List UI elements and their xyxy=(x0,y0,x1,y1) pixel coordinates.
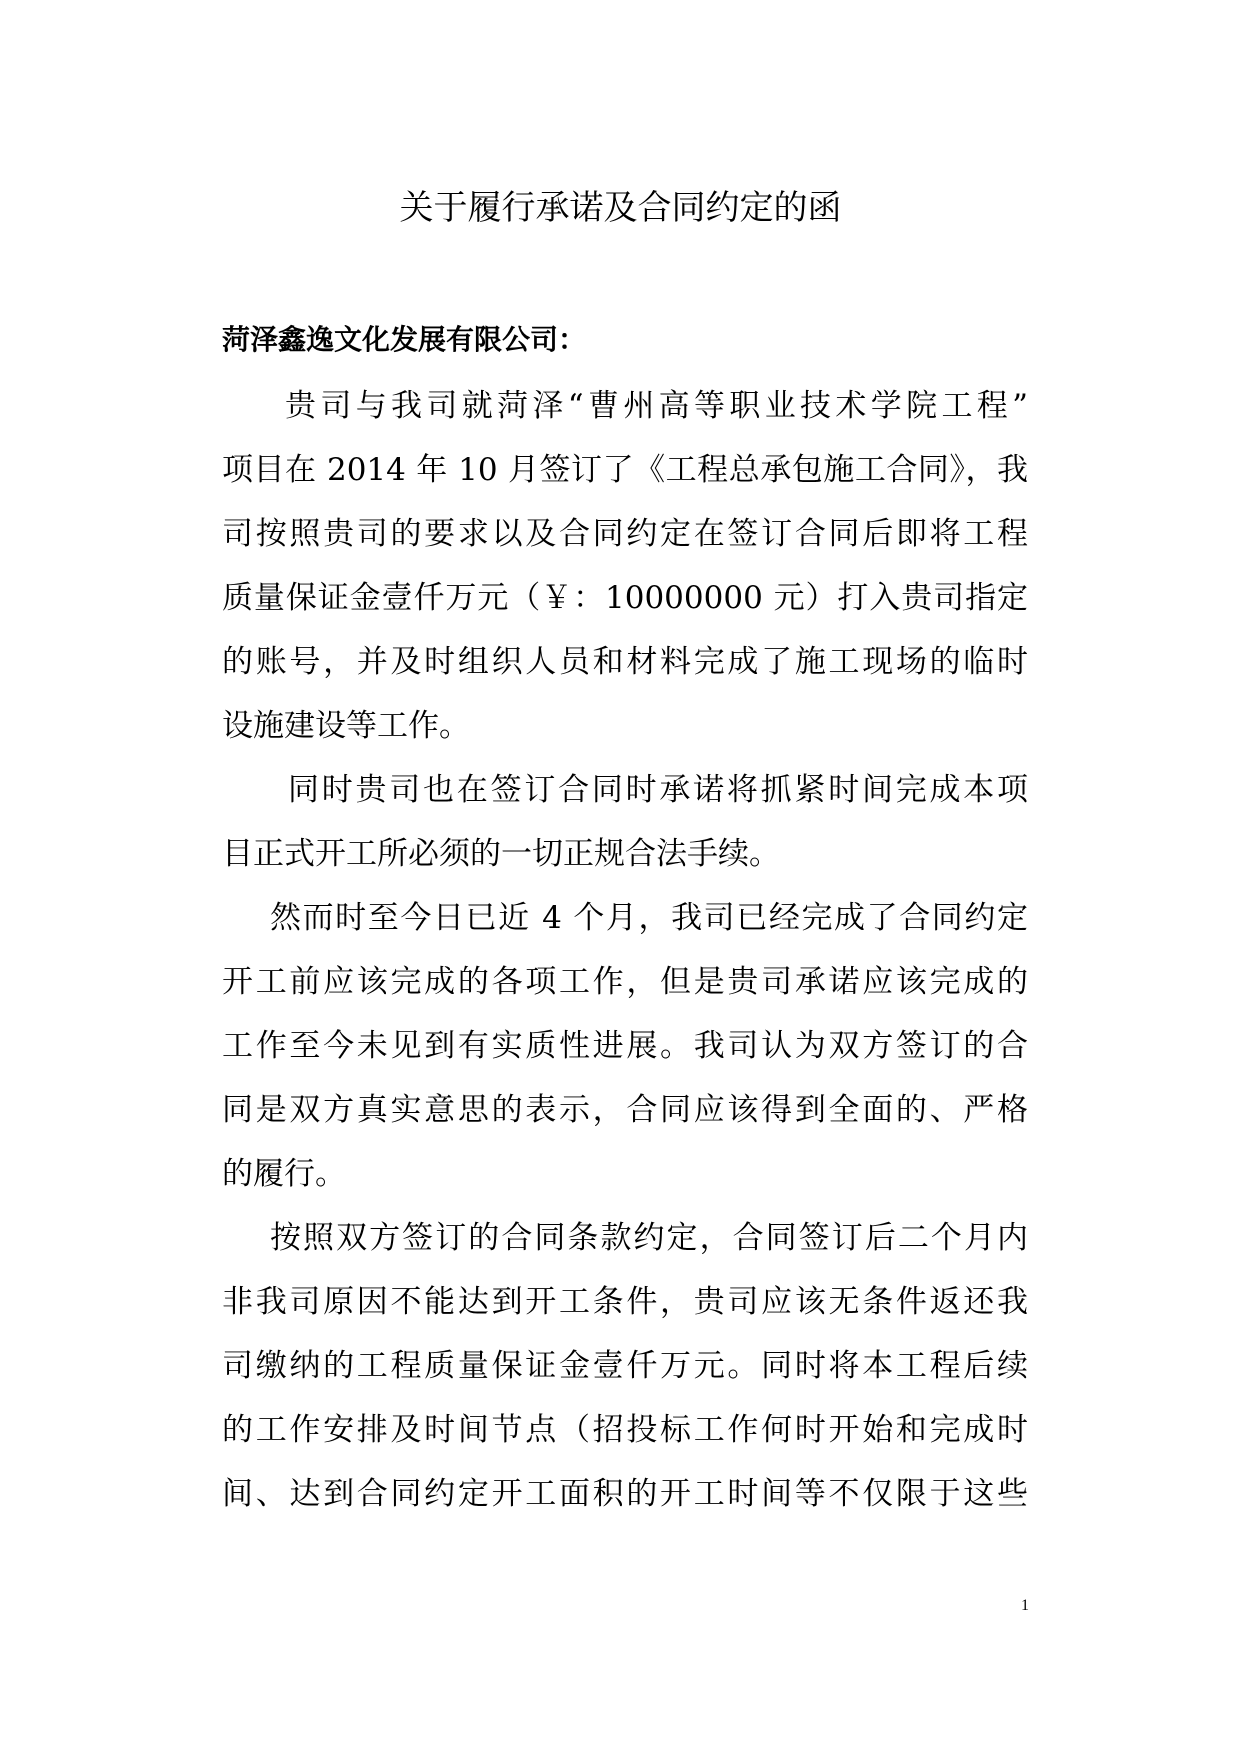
paragraph-3-line-4: 同是双方真实意思的表示，合同应该得到全面的、严格 xyxy=(222,1092,1028,1128)
paragraph-3-line-2: 开工前应该完成的各项工作，但是贵司承诺应该完成的 xyxy=(222,964,1028,1000)
paragraph-3-line-1: 然而时至今日已近 4 个月，我司已经完成了合同约定 xyxy=(270,900,1028,936)
paragraph-2-line-1: 同时贵司也在签订合同时承诺将抓紧时间完成本项 xyxy=(288,772,1028,808)
paragraph-1-line-1: 贵司与我司就菏泽“曹州高等职业技术学院工程” xyxy=(285,388,1028,424)
paragraph-4-line-1: 按照双方签订的合同条款约定，合同签订后二个月内 xyxy=(270,1220,1028,1256)
paragraph-3-line-3: 工作至今未见到有实质性进展。我司认为双方签订的合 xyxy=(222,1028,1028,1064)
paragraph-1-line-2: 项目在 2014 年 10 月签订了《工程总承包施工合同》，我 xyxy=(222,452,1028,488)
paragraph-1-line-6: 设施建设等工作。 xyxy=(222,708,470,744)
paragraph-1-line-3: 司按照贵司的要求以及合同约定在签订合同后即将工程 xyxy=(222,516,1028,552)
paragraph-4-line-3: 司缴纳的工程质量保证金壹仟万元。同时将本工程后续 xyxy=(222,1348,1028,1384)
paragraph-4-line-2: 非我司原因不能达到开工条件，贵司应该无条件返还我 xyxy=(222,1284,1028,1320)
paragraph-2-line-2: 目正式开工所必须的一切正规合法手续。 xyxy=(222,836,780,872)
paragraph-4-line-5: 间、达到合同约定开工面积的开工时间等不仅限于这些 xyxy=(222,1476,1028,1512)
page-number: 1 xyxy=(1021,1597,1029,1614)
paragraph-1-line-5: 的账号，并及时组织人员和材料完成了施工现场的临时 xyxy=(222,644,1028,680)
salutation: 菏泽鑫逸文化发展有限公司： xyxy=(222,323,587,356)
paragraph-1-line-4: 质量保证金壹仟万元（￥：10000000 元）打入贵司指定 xyxy=(222,580,1028,616)
document-title: 关于履行承诺及合同约定的函 xyxy=(399,188,842,228)
paragraph-4-line-4: 的工作安排及时间节点（招投标工作何时开始和完成时 xyxy=(222,1412,1028,1448)
paragraph-3-line-5: 的履行。 xyxy=(222,1156,346,1192)
